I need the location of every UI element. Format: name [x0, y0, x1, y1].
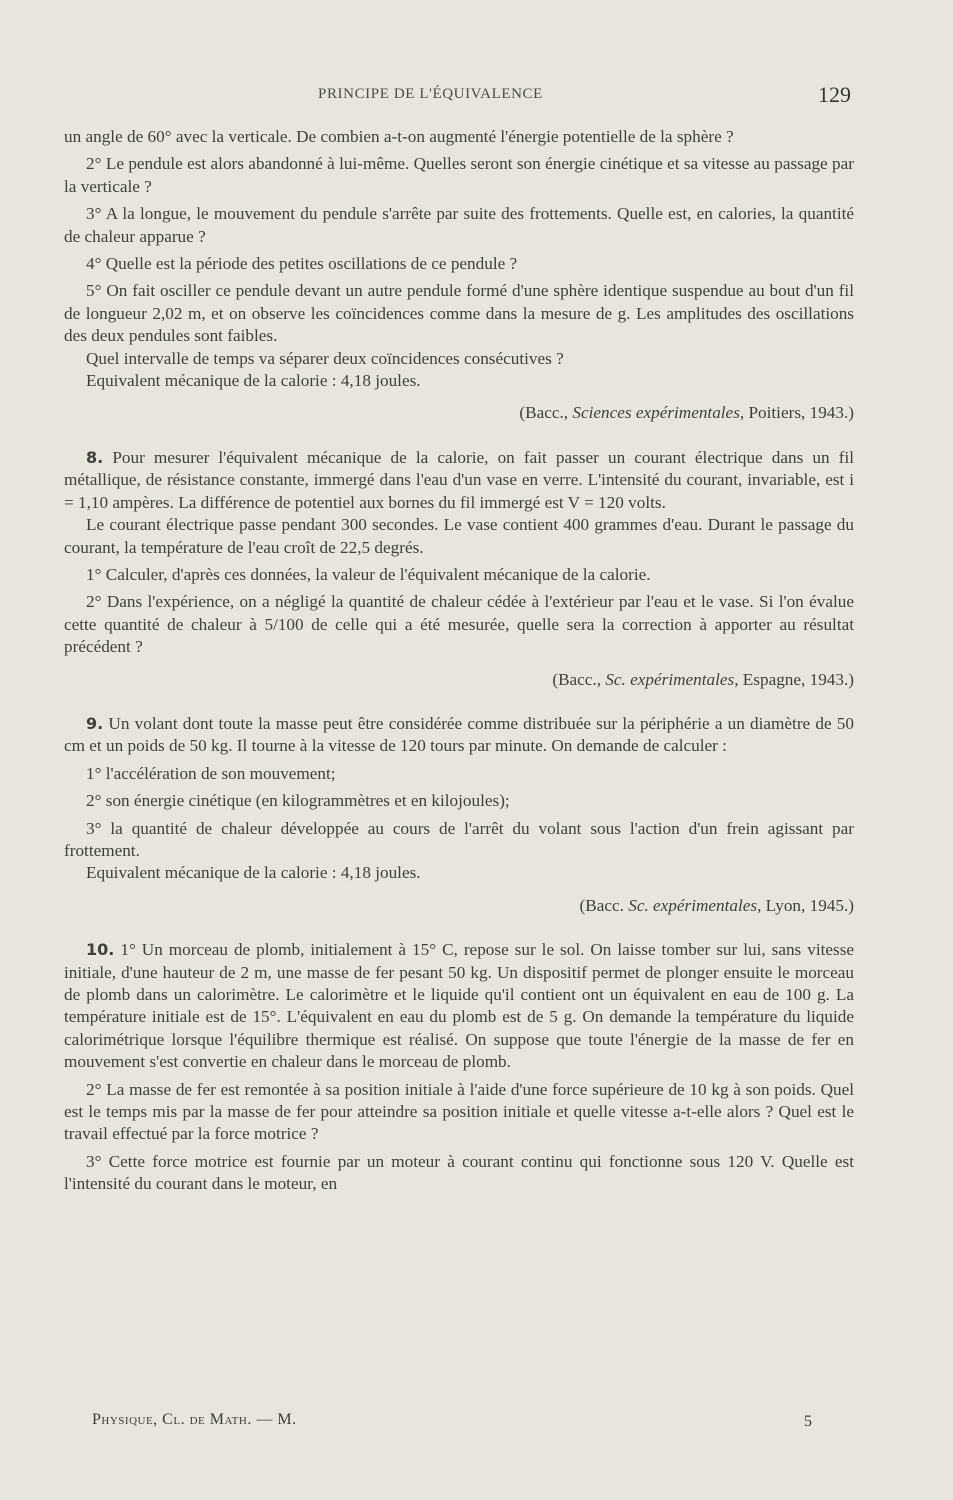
- paragraph: Equivalent mécanique de la calorie : 4,18 joules.: [86, 863, 421, 883]
- page-number: 129: [818, 82, 851, 107]
- footer-signature: Physique, Cl. de Math. — M.: [92, 1411, 297, 1428]
- question: 2° Dans l'expérience, on a négligé la quantité de chaleur cédée à l'extérieur par l'eau et le vase. Si l'on évalue cette quantité de chaleur à 5/100 de celle qui a été mesurée, quelle sera la correction à apporter au résultat précédent ?: [64, 592, 854, 657]
- exercise-intro: 8. Pour mesurer l'équivalent mécanique de la calorie, on fait passer un courant électrique dans un fil métallique, de résistance constante, immergé dans l'eau d'un vase en verre. L'intensité du courant, invariable, est i = 1,10 ampères. La différence de potentiel aux bornes du fil immergé est V = 120 volts.: [64, 447, 855, 512]
- paragraph: Quel intervalle de temps va séparer deux coïncidences consécutives ?: [86, 348, 564, 368]
- question: 2° son énergie cinétique (en kilogrammètres et en kilojoules);: [86, 791, 510, 811]
- running-title: PRINCIPE DE L'ÉQUIVALENCE: [318, 86, 543, 102]
- paragraph: un angle de 60° avec la verticale. De combien a-t-on augmenté l'énergie potentielle de la sphère ?: [64, 127, 734, 146]
- paragraph: 3° A la longue, le mouvement du pendule s'arrête par suite des frottements. Quelle est, en calories, la quantité de chaleur apparue ?: [64, 204, 854, 246]
- page-body: [64, 126, 854, 1196]
- paragraph: 2° Le pendule est alors abandonné à lui-même. Quelles seront son énergie cinétique et sa vitesse au passage par la verticale ?: [64, 154, 854, 196]
- exercise-9: [64, 713, 854, 917]
- question: 3° la quantité de chaleur développée au cours de l'arrêt du volant sous l'action d'un frein agissant par frottement.: [64, 818, 854, 860]
- source-citation: (Bacc. Sc. expérimentales, Lyon, 1945.): [579, 895, 854, 915]
- page-header: [0, 82, 953, 112]
- footer-sheet-number: 5: [804, 1413, 812, 1430]
- paragraph: 4° Quelle est la période des petites oscillations de ce pendule ?: [86, 254, 518, 274]
- paragraph: 5° On fait osciller ce pendule devant un autre pendule formé d'une sphère identique suspendue au bout d'un fil de longueur 2,02 m, et on observe les coïncidences comme dans la mesure de g. Les amplitudes des oscillations des deux pendules sont faibles.: [64, 281, 854, 346]
- question: 2° La masse de fer est remontée à sa position initiale à l'aide d'une force supérieure de 10 kg à son poids. Quel est le temps mis par la masse de fer pour atteindre sa position initiale et quelle vitesse a-t-elle alors ? Quel est le travail effectué par la force motrice ?: [64, 1079, 854, 1144]
- question: 1° l'accélération de son mouvement;: [86, 763, 336, 783]
- exercise-8: [64, 447, 854, 691]
- page-footer: [64, 1407, 854, 1437]
- paragraph: Equivalent mécanique de la calorie : 4,18 joules.: [86, 371, 421, 391]
- source-citation: (Bacc., Sc. expérimentales, Espagne, 1943.): [552, 669, 854, 689]
- source-citation: (Bacc., Sciences expérimentales, Poitiers, 1943.): [519, 403, 854, 423]
- exercise-number: 8.: [86, 447, 104, 467]
- paragraph: Le courant électrique passe pendant 300 secondes. Le vase contient 400 grammes d'eau. Durant le passage du courant, la température de l'eau croît de 22,5 degrés.: [64, 515, 854, 557]
- exercise-number: 9.: [86, 713, 104, 733]
- question: 1° Calculer, d'après ces données, la valeur de l'équivalent mécanique de la calorie.: [86, 564, 651, 584]
- exercise-number: 10.: [86, 940, 115, 960]
- exercise-10: [64, 939, 854, 1195]
- exercise-intro: 9. Un volant dont toute la masse peut être considérée comme distribuée sur la périphérie a un diamètre de 50 cm et un poids de 50 kg. Il tourne à la vitesse de 120 tours par minute. On demande de calculer :: [64, 713, 854, 756]
- exercise-intro: 10. 1° Un morceau de plomb, initialement à 15° C, repose sur le sol. On laisse tomber sur lui, sans vitesse initiale, d'une hauteur de 2 m, une masse de fer pesant 50 kg. Un dispositif permet de plonger ensuite le morceau de plomb dans un calorimètre. Le calorimètre et le liquide qu'il contient ont un équivalent en eau de 100 g. La température initiale est de 15°. L'équivalent en eau du plomb est de 5 g. On demande la température du liquide calorimétrique lorsque l'équilibre thermique est réalisé. On suppose que toute l'énergie de la masse de fer en mouvement s'est convertie en chaleur dans le morceau de plomb.: [64, 940, 855, 1072]
- question: 3° Cette force motrice est fournie par un moteur à courant continu qui fonctionne sous 120 V. Quelle est l'intensité du courant dans le moteur, en: [64, 1151, 854, 1194]
